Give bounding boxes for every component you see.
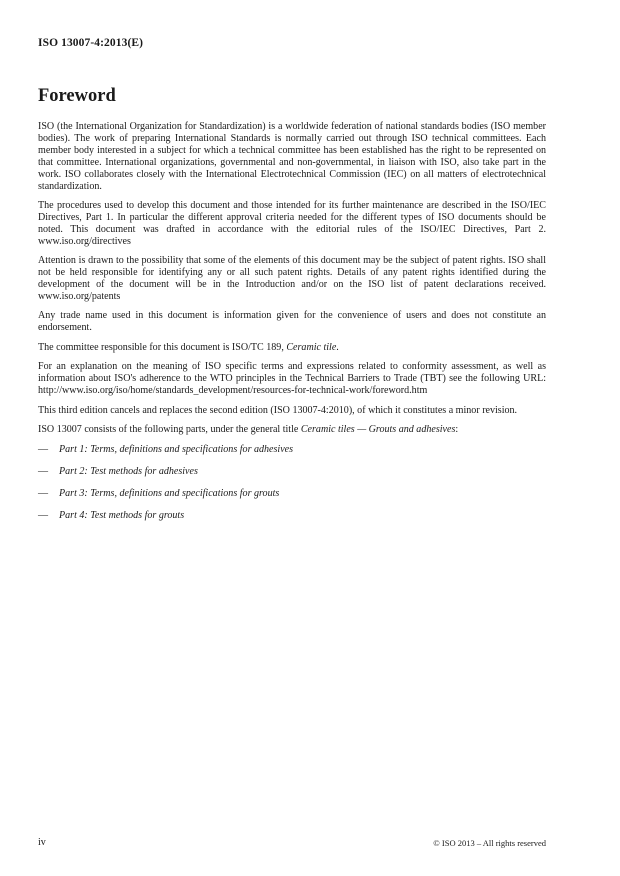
dash-bullet: — xyxy=(38,443,49,455)
list-item xyxy=(38,444,546,456)
paragraph-iso-overview: ISO (the International Organization for Standardization) is a worldwide federation of national standards bodies (ISO member bodies). The work of preparing International Standards is normally carried out through ISO technical committees. Each member body interested in a subject for which a technical committee has been established has the right to be represented on that committee. International organizations, governmental and non-governmental, in liaison with ISO, also take part in the work. ISO collaborates closely with the International Electrotechnical Commission (IEC) on all matters of electrotechnical standardization. xyxy=(38,121,546,192)
dash-bullet: — xyxy=(38,509,49,521)
paragraph-edition: This third edition cancels and replaces the second edition (ISO 13007-4:2010), of which it constitutes a minor revision. xyxy=(38,404,518,416)
general-title: Ceramic tiles — Grouts and adhesives xyxy=(300,424,456,436)
list-item xyxy=(38,466,546,478)
committee-subject: Ceramic tile xyxy=(286,341,337,353)
dash-bullet: — xyxy=(38,465,49,477)
page-title: Foreword xyxy=(38,86,116,106)
page-number: iv xyxy=(38,837,46,848)
paragraph-trade-names: Any trade name used in this document is information given for the convenience of users and does not constitute an endorsement. xyxy=(38,310,546,334)
paragraph-conformity: For an explanation on the meaning of ISO specific terms and expressions related to conformity assessment, as well as information about ISO's adherence to the WTO principles in the Technical Barriers to Trade (TBT) see the following URL: http://www.iso.org/iso/home/standards_development/resources-for-technical-work/foreword.htm xyxy=(38,361,546,397)
list-item xyxy=(38,510,546,522)
parts-intro-end: : xyxy=(455,424,459,436)
foreword-body xyxy=(38,121,546,532)
dash-bullet: — xyxy=(38,487,49,499)
list-item-text: Part 4: Test methods for grouts xyxy=(59,509,185,521)
list-item-text: Part 2: Test methods for adhesives xyxy=(59,465,198,477)
committee-text: The committee responsible for this document is ISO/TC 189, xyxy=(38,341,287,353)
copyright-notice: © ISO 2013 – All rights reserved xyxy=(433,838,546,848)
paragraph-parts-intro xyxy=(38,424,546,436)
paragraph-committee xyxy=(38,342,546,354)
list-item xyxy=(38,488,546,500)
paragraph-procedures: The procedures used to develop this document and those intended for its further maintenance are described in the ISO/IEC Directives, Part 1. In particular the different approval criteria needed for the different types of ISO documents should be noted. This document was drafted in accordance with the editorial rules of the ISO/IEC Directives, Part 2. www.iso.org/directives xyxy=(38,200,546,247)
parts-list xyxy=(38,444,546,522)
list-item-text: Part 3: Terms, definitions and specifications for grouts xyxy=(59,487,280,499)
list-item-text: Part 1: Terms, definitions and specifications for adhesives xyxy=(59,443,294,455)
paragraph-patents: Attention is drawn to the possibility that some of the elements of this document may be the subject of patent rights. ISO shall not be held responsible for identifying any or all such patent rights. Details of any patent rights identified during the development of the document will be in the Introduction and/or on the ISO list of patent declarations received. www.iso.org/patents xyxy=(38,255,546,302)
committee-end: . xyxy=(336,341,339,353)
parts-intro-text: ISO 13007 consists of the following parts, under the general title xyxy=(38,424,301,436)
document-identifier: ISO 13007-4:2013(E) xyxy=(38,37,144,49)
